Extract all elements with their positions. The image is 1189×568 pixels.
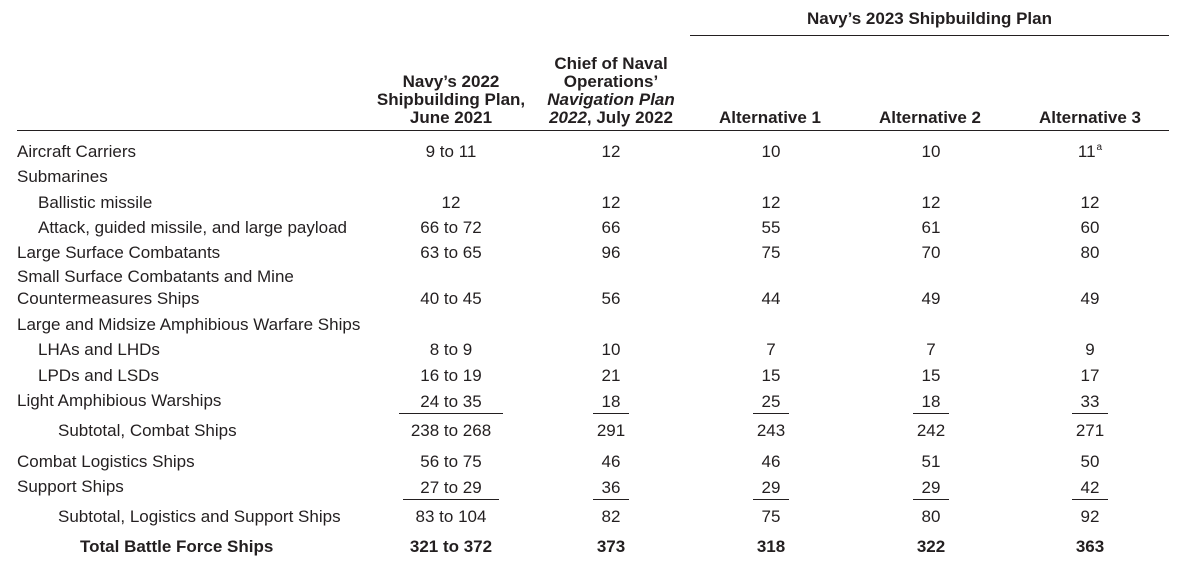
table-cell: 46 (761, 452, 781, 471)
table-cell: 63 to 65 (420, 243, 482, 262)
table-cell: 27 to 29 (403, 477, 499, 500)
table-cell: 80 (921, 507, 941, 526)
table-cell: 75 (761, 243, 781, 262)
table-cell: 60 (1080, 218, 1100, 237)
table-cell: 49 (921, 289, 941, 308)
row-label-support-ships: Support Ships (17, 477, 124, 496)
table-cell: 56 to 75 (420, 452, 482, 471)
header-line: Alternative 3 (1038, 108, 1142, 127)
table-cell: 18 (913, 391, 949, 414)
footnote-marker: a (1096, 142, 1103, 153)
group-header-rule (690, 35, 1169, 36)
column-header-alternative-2 (850, 109, 1010, 127)
row-label-total: Total Battle Force Ships (80, 537, 274, 556)
table-cell: 75 (761, 507, 781, 526)
table-cell: 12 (761, 193, 781, 212)
header-line: Alternative 1 (718, 108, 822, 127)
table-cell: 82 (601, 507, 621, 526)
row-label-aircraft-carriers: Aircraft Carriers (17, 142, 137, 161)
row-label-submarines: Submarines (17, 167, 108, 186)
row-label-small-surface-combatants (17, 266, 294, 310)
table-cell: 92 (1080, 507, 1100, 526)
header-line: Navigation Plan (547, 90, 675, 109)
table-cell: 238 to 268 (410, 421, 492, 440)
table-cell: 18 (593, 391, 629, 414)
table-cell: 12 (441, 193, 461, 212)
header-date: , July 2022 (586, 108, 673, 127)
table-cell: 17 (1080, 366, 1100, 385)
label-line: Countermeasures Ships (17, 289, 200, 308)
table-cell: 9 to 11 (425, 142, 477, 161)
group-header: Navy’s 2023 Shipbuilding Plan (807, 9, 1052, 28)
table-cell: 96 (601, 243, 621, 262)
table-cell: 70 (921, 243, 941, 262)
table-cell: 271 (1075, 421, 1105, 440)
header-line: Operations’ (563, 72, 659, 91)
column-header-alternative-1 (690, 109, 850, 127)
table-cell: 56 (601, 289, 621, 308)
row-label-large-surface-combatants: Large Surface Combatants (17, 243, 221, 262)
table-cell: 12 (601, 142, 621, 161)
row-label-lpds-lsds: LPDs and LSDs (38, 366, 159, 385)
row-label-subtotal-logistics: Subtotal, Logistics and Support Ships (58, 507, 341, 526)
table-cell: 66 (601, 218, 621, 237)
row-label-lhas-lhds: LHAs and LHDs (38, 340, 160, 359)
table-cell: 318 (756, 537, 786, 556)
table-cell: 10 (921, 142, 941, 161)
label-line: Small Surface Combatants and Mine (17, 267, 294, 286)
table-cell: 36 (593, 477, 629, 500)
table-cell: 21 (601, 366, 621, 385)
cell-value: 11 (1077, 142, 1096, 161)
table-cell: 50 (1080, 452, 1100, 471)
table-cell: 24 to 35 (399, 391, 503, 414)
table-cell: 42 (1072, 477, 1108, 500)
table-cell: 12 (1080, 193, 1100, 212)
table-cell: 33 (1072, 391, 1108, 414)
table-cell: 9 (1085, 340, 1095, 359)
table-cell: 243 (756, 421, 786, 440)
row-label-ballistic-missile: Ballistic missile (38, 193, 153, 212)
table-cell: 44 (761, 289, 781, 308)
column-header-alternative-3 (1010, 109, 1170, 127)
table-cell: 7 (766, 340, 776, 359)
table-cell: 46 (601, 452, 621, 471)
column-header-2022-plan (362, 73, 540, 127)
row-label-light-amphibious-warships: Light Amphibious Warships (17, 391, 222, 410)
table-cell: 242 (916, 421, 946, 440)
table-cell: 49 (1080, 289, 1100, 308)
header-line: Shipbuilding Plan, (376, 90, 526, 109)
table-cell: 8 to 9 (429, 340, 473, 359)
table-cell (1050, 142, 1130, 162)
table-cell: 29 (913, 477, 949, 500)
table-cell: 12 (921, 193, 941, 212)
table-cell: 363 (1075, 537, 1105, 556)
table-cell: 29 (753, 477, 789, 500)
table-cell: 373 (596, 537, 626, 556)
table-cell: 40 to 45 (420, 289, 482, 308)
table-cell: 51 (921, 452, 941, 471)
row-label-combat-logistics-ships: Combat Logistics Ships (17, 452, 195, 471)
table-cell: 322 (916, 537, 946, 556)
table-cell: 291 (596, 421, 626, 440)
table-cell: 12 (601, 193, 621, 212)
row-label-attack-submarines: Attack, guided missile, and large payload (38, 218, 348, 237)
header-line: Alternative 2 (878, 108, 982, 127)
table-cell: 25 (753, 391, 789, 414)
header-line: Navy’s 2022 (402, 72, 500, 91)
row-label-amphibious-warfare-ships: Large and Midsize Amphibious Warfare Ships (17, 315, 361, 334)
header-year-italic: 2022 (549, 108, 587, 127)
table-cell: 55 (761, 218, 781, 237)
table-cell: 15 (761, 366, 781, 385)
table-cell: 16 to 19 (420, 366, 482, 385)
header-line: Chief of Naval (554, 54, 668, 73)
table-cell: 83 to 104 (415, 507, 487, 526)
row-label-subtotal-combat: Subtotal, Combat Ships (58, 421, 237, 440)
table-cell: 7 (926, 340, 936, 359)
table-cell: 80 (1080, 243, 1100, 262)
header-line: June 2021 (409, 108, 493, 127)
header-rule (17, 130, 1169, 131)
table-cell: 66 to 72 (420, 218, 482, 237)
table-cell: 10 (601, 340, 621, 359)
table-cell: 15 (921, 366, 941, 385)
table-cell: 10 (761, 142, 781, 161)
table-cell: 61 (921, 218, 941, 237)
column-header-cno-plan (532, 55, 690, 127)
table-cell: 321 to 372 (409, 537, 493, 556)
